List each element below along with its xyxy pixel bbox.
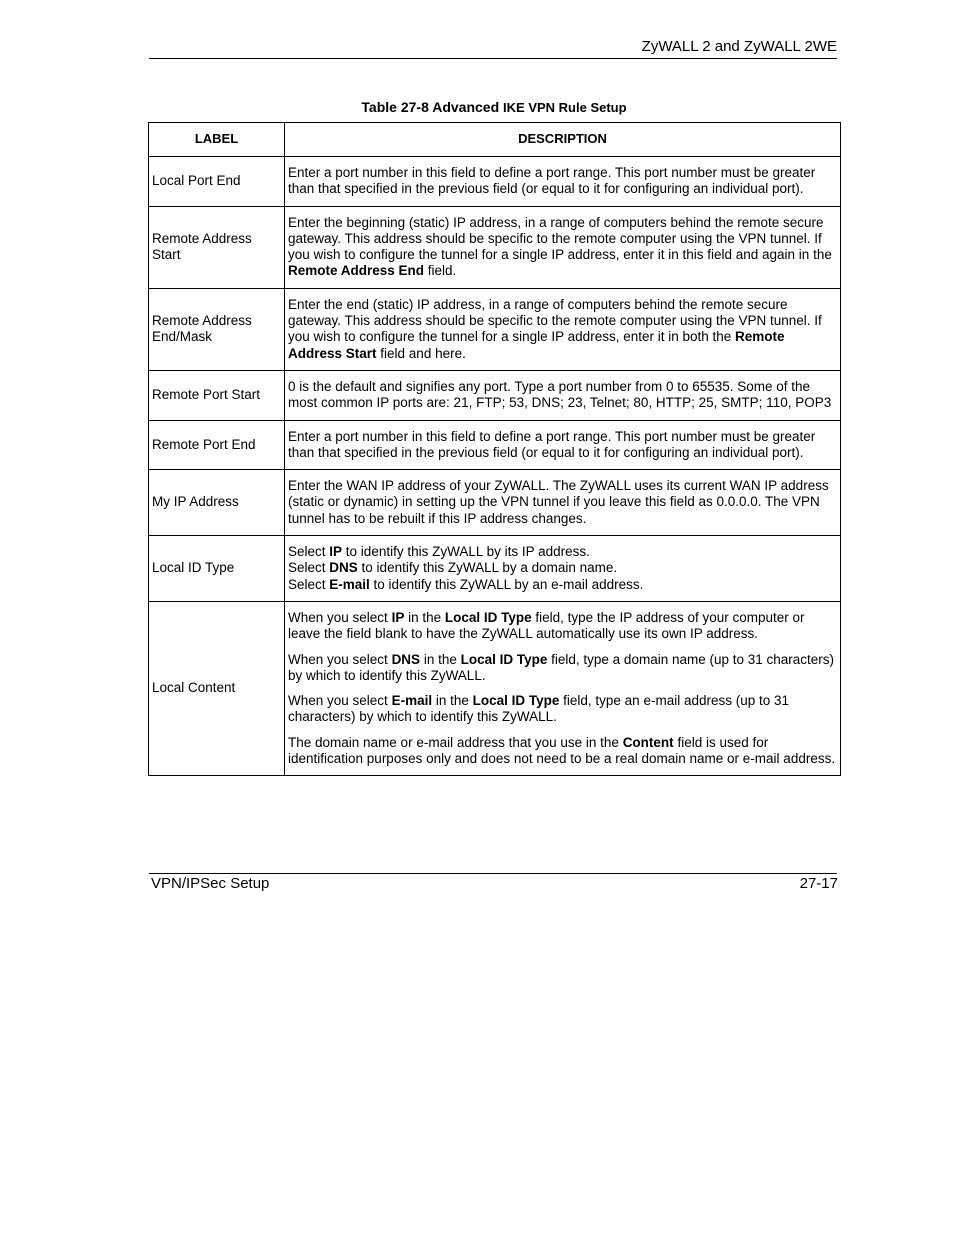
footer-page-number: 27-17 — [799, 875, 838, 892]
description-paragraph: Enter the beginning (static) IP address, in a range of computers behind the remote secure gateway. This address should be specific to the remote computer using the VPN tunnel. If you wish to configure the tunnel for a single IP address, enter it in this field and again in the Remote Address End field. — [288, 214, 832, 279]
ike-vpn-rule-table — [148, 122, 841, 776]
description-paragraph: When you select IP in the Local ID Type field, type the IP address of your computer or leave the field blank to have the ZyWALL automatically use its own IP address. — [288, 609, 805, 642]
field-name-emphasis: Content — [622, 734, 674, 750]
table-caption-main: Table 27-8 Advanced — [361, 99, 504, 115]
row-description — [285, 420, 841, 470]
description-paragraph: Enter the WAN IP address of your ZyWALL. The ZyWALL uses its current WAN IP address (static or dynamic) in setting up the VPN tunnel if you leave this field as 0.0.0.0. The VPN tunnel has to be rebuilt if this IP address changes. — [288, 478, 829, 526]
field-name-emphasis: DNS — [329, 560, 358, 576]
row-label: Local Content — [149, 601, 285, 775]
row-label: Remote Port Start — [149, 370, 285, 420]
field-name-emphasis: Local ID Type — [472, 693, 560, 709]
header-rule — [149, 58, 837, 59]
table-row — [149, 536, 841, 602]
field-name-emphasis: DNS — [391, 651, 421, 667]
field-name-emphasis: E-mail — [329, 576, 370, 592]
field-name-emphasis: Local ID Type — [460, 651, 548, 667]
description-paragraph: Enter a port number in this field to define a port range. This port number must be greater than that specified in the previous field (or equal to it for configuring an individual port). — [288, 165, 816, 197]
row-label: Remote Address End/Mask — [149, 288, 285, 370]
column-header-label: LABEL — [149, 123, 285, 157]
description-paragraph: When you select E-mail in the Local ID Type field, type an e-mail address (up to 31 characters) by which to identify this ZyWALL. — [288, 693, 790, 725]
row-description — [285, 601, 841, 775]
description-paragraph: 0 is the default and signifies any port. Type a port number from 0 to 65535. Some of the most common IP ports are: 21, FTP; 53, DNS; 23, Telnet; 80, HTTP; 25, SMTP; 110, POP3 — [288, 378, 832, 411]
row-label: My IP Address — [149, 470, 285, 536]
table-caption-subtitle: IKE VPN Rule Setup — [503, 100, 627, 115]
column-header-description: DESCRIPTION — [285, 123, 841, 157]
description-paragraph: Enter a port number in this field to define a port range. This port number must be greater than that specified in the previous field (or equal to it for configuring an individual port). — [288, 428, 816, 460]
row-label: Remote Port End — [149, 420, 285, 470]
row-description — [285, 470, 841, 536]
row-description — [285, 288, 841, 370]
row-description — [285, 157, 841, 207]
field-name-emphasis: E-mail — [391, 693, 433, 709]
table-row — [149, 288, 841, 370]
table-row — [149, 370, 841, 420]
table-row — [149, 601, 841, 775]
footer-rule — [149, 873, 837, 874]
footer-section-title: VPN/IPSec Setup — [151, 875, 270, 892]
table-row — [149, 206, 841, 288]
page-header-title: ZyWALL 2 and ZyWALL 2WE — [641, 38, 837, 55]
field-name-emphasis: Local ID Type — [444, 609, 532, 625]
description-paragraph: When you select DNS in the Local ID Type field, type a domain name (up to 31 characters) by which to identify this ZyWALL. — [288, 651, 835, 683]
table-caption — [148, 99, 840, 115]
row-description — [285, 206, 841, 288]
field-name-emphasis: Remote Address Start — [288, 329, 785, 361]
description-paragraph: The domain name or e-mail address that you use in the Content field is used for identification purposes only and does not need to be a real domain name or e-mail address. — [288, 734, 836, 767]
row-label: Remote Address Start — [149, 206, 285, 288]
table-body — [149, 157, 841, 776]
table-row — [149, 157, 841, 207]
description-paragraph: Select IP to identify this ZyWALL by its IP address. Select DNS to identify this ZyWALL by a domain name. Select E-mail to identify this ZyWALL by an e-mail address. — [288, 544, 644, 592]
row-label: Local Port End — [149, 157, 285, 207]
field-name-emphasis: IP — [329, 544, 343, 560]
description-paragraph: Enter the end (static) IP address, in a range of computers behind the remote secure gateway. This address should be specific to the remote computer using the VPN tunnel. If you wish to configure the tunnel for a single IP address, enter it in both the Remote Address Start field and here. — [288, 296, 822, 361]
row-description — [285, 370, 841, 420]
row-description — [285, 536, 841, 602]
field-name-emphasis: IP — [391, 609, 405, 625]
table-row — [149, 420, 841, 470]
table-row — [149, 470, 841, 536]
row-label: Local ID Type — [149, 536, 285, 602]
field-name-emphasis: Remote Address End — [288, 263, 425, 279]
table-header-row — [149, 123, 841, 157]
